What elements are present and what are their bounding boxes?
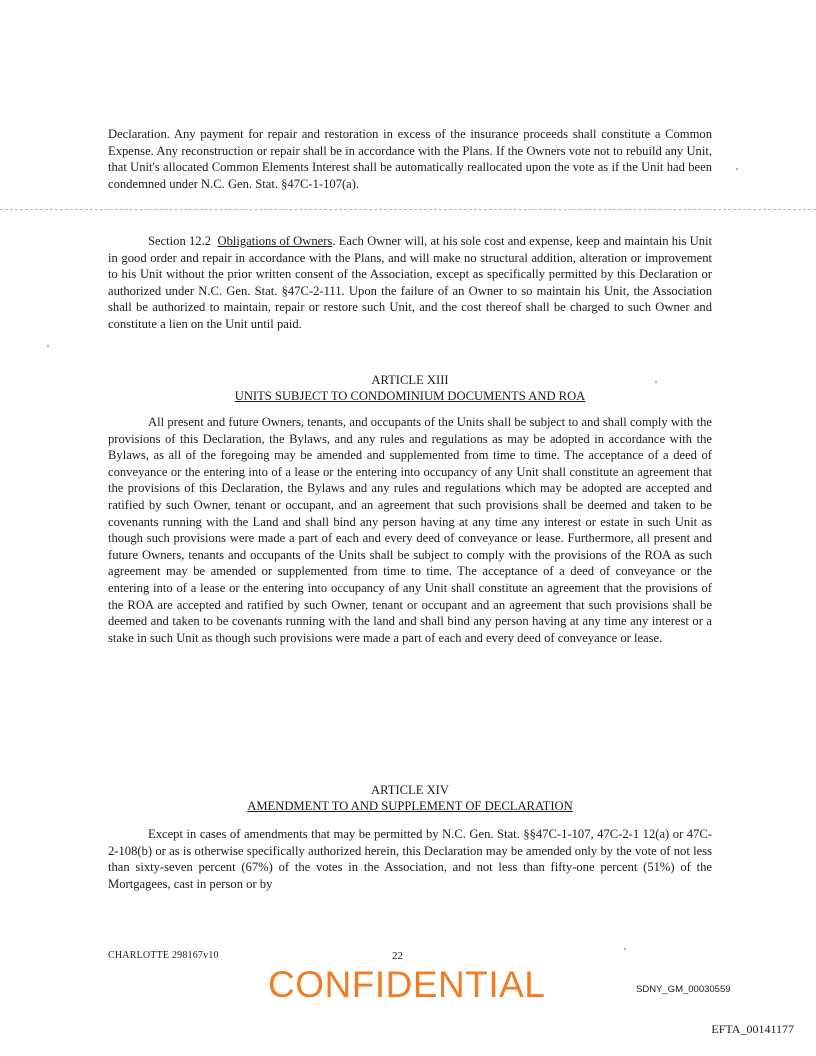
- scan-speck: [624, 948, 626, 950]
- bates-number: SDNY_GM_00030559: [636, 984, 731, 995]
- footer-page-number: 22: [392, 950, 403, 962]
- paragraph-article-13: [108, 414, 712, 646]
- section-12-2-body: . Each Owner will, at his sole cost and expense, keep and maintain his Unit in good order and repair in accordance with the Plans, and will make no structural addition, alteration or improvement to his Unit without the prior written consent of the Association, except as specifically permitted by this Declaration or authorized under N.C. Gen. Stat. §47C-2-111. Upon the failure of an Owner to so maintain his Unit, the Association shall be authorized to maintain, repair or restore such Unit, and the cost thereof shall be charged to such Owner and constitute a lien on the Unit until paid.: [108, 234, 713, 331]
- article-13-body: All present and future Owners, tenants, and occupants of the Units shall be subject to and shall comply with the provisions of this Declaration, the Bylaws, and any rules and regulations as may be adopted in accordance with the Bylaws, as all of the foregoing may be amended and supplemented from time to time. The acceptance of a deed of conveyance or the entering into of a lease or the entering into occupancy of any Unit shall constitute an agreement that the provisions of this Declaration, the Bylaws and any rules and regulations which may be adopted are accepted and ratified by such Owner, tenant or occupant, and an agreement that such provisions shall be deemed and taken to be covenants running with the Land and shall bind any person having at any time any interest or estate in such Unit as though such provisions were made a part of each and every deed of conveyance or lease. Furthermore, all present and future Owners, tenants and occupants of the Units shall be subject to comply with the provisions of the ROA as such agreement may be amended or supplemented from time to time. The acceptance of a deed of conveyance or the entering into of a lease or the entering into occupancy of any Unit shall constitute an agreement that the provisions of the ROA are accepted and ratified by such Owner, tenant or occupant and an agreement that such provisions shall be deemed and taken to be covenants running with the land and shall bind any person having at any time any interest or a stake in such Unit as though such provisions were made a part of each and every deed of conveyance or lease.: [108, 415, 712, 645]
- scan-speck: [655, 381, 657, 383]
- article-14-title: AMENDMENT TO AND SUPPLEMENT OF DECLARATION: [247, 799, 573, 813]
- paragraph-declaration-continued: [108, 126, 712, 192]
- paragraph-article-14: [108, 826, 712, 892]
- scan-speck: [47, 345, 49, 347]
- footer-doc-id: CHARLOTTE 298167v10: [108, 950, 219, 961]
- section-12-2-title: Obligations of Owners: [217, 234, 333, 248]
- scan-divider-line: [0, 209, 816, 210]
- efta-number: EFTA_00141177: [711, 1022, 794, 1036]
- article-14-number: ARTICLE XIV: [371, 783, 449, 797]
- scan-speck: [736, 168, 738, 170]
- section-12-2-number: Section 12.2: [148, 234, 212, 248]
- confidential-stamp: CONFIDENTIAL: [268, 964, 546, 1005]
- article-13-number: ARTICLE XIII: [371, 373, 449, 387]
- article-14-body: Except in cases of amendments that may be permitted by N.C. Gen. Stat. §§47C-1-107, 47C-2-1 12(a) or 47C-2-108(b) or as is otherwise specifically authorized herein, this Declaration may be amended only by the vote of not less than sixty-seven percent (67%) of the votes in the Association, and not less than fifty-one percent (51%) of the Mortgagees, cast in person or by: [108, 827, 712, 891]
- declaration-continued-text: Declaration. Any payment for repair and restoration in excess of the insurance proceeds shall constitute a Common Expense. Any reconstruction or repair shall be in accordance with the Plans. If the Owners vote not to rebuild any Unit, that Unit's allocated Common Elements Interest shall be automatically reallocated upon the vote as if the Unit had been condemned under N.C. Gen. Stat. §47C-1-107(a).: [108, 127, 712, 191]
- article-13-title: UNITS SUBJECT TO CONDOMINIUM DOCUMENTS AND ROA: [234, 389, 586, 403]
- paragraph-section-12-2: [108, 233, 712, 333]
